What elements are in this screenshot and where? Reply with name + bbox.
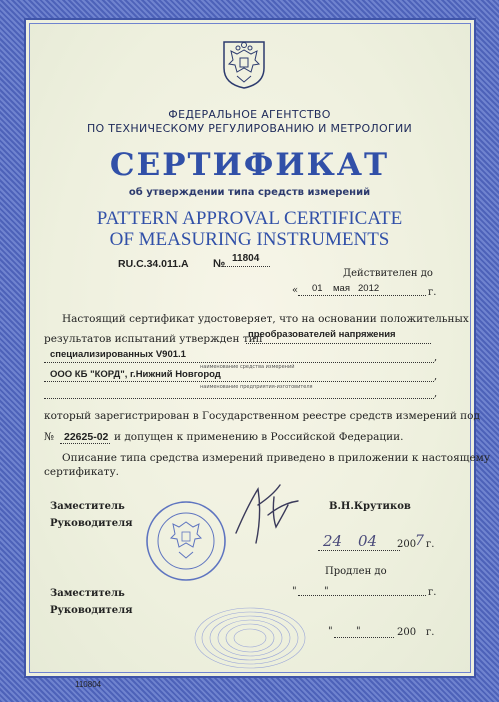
instrument-line-2: [44, 362, 434, 363]
extension-suffix: г.: [428, 587, 437, 598]
instrument-line-1: [246, 343, 431, 344]
extension-open-quote: ": [292, 586, 297, 597]
signatory-1-role-1: Заместитель: [50, 501, 125, 512]
agency-line-2: ПО ТЕХНИЧЕСКОМУ РЕГУЛИРОВАНИЮ И МЕТРОЛОГИИ: [86, 122, 413, 135]
validity-year: 2012: [358, 283, 380, 294]
signatory-1-name: В.Н.Крутиков: [329, 501, 411, 512]
validity-month: мая: [333, 283, 350, 294]
manufacturer-line: [44, 381, 434, 382]
handwritten-signature-icon: [228, 475, 303, 550]
validity-label: Действителен до: [343, 268, 433, 279]
registry-number: 22625-02: [64, 431, 109, 443]
signatory-2-role-2: Руководителя: [50, 605, 133, 616]
signatory-1-date-day: 24: [323, 532, 343, 550]
validity-day: 01: [312, 283, 323, 294]
signatory-1-date-line: [318, 550, 400, 551]
blank-line: [44, 398, 434, 399]
extension-line: [298, 595, 426, 596]
paragraph-3-line-1: Описание типа средства измерений приведено в приложении к настоящему: [62, 452, 491, 464]
extension-close-quote: ": [324, 586, 329, 597]
instrument-caption: наименование средства измерений: [200, 364, 295, 370]
paragraph-1-line-2: результатов испытаний утвержден тип: [44, 333, 263, 345]
paragraph-3-line-2: сертификату.: [44, 466, 119, 478]
instrument-type-2: специализированных V901.1: [50, 349, 186, 360]
reg-number-label: №: [44, 431, 54, 443]
manufacturer-name: ООО КБ "КОРД", г.Нижний Новгород: [50, 369, 221, 380]
signatory-2-open-quote: ": [328, 626, 333, 637]
agency-line-1: ФЕДЕРАЛЬНОЕ АГЕНТСТВО: [168, 108, 331, 121]
validity-line: [298, 295, 426, 296]
certificate-number: 11804: [232, 253, 260, 264]
official-stamp-icon: [145, 500, 227, 582]
instrument-type-1: преобразователей напряжения: [248, 329, 396, 340]
certificate-title-en-1: PATTERN APPROVAL CERTIFICATE: [96, 208, 403, 229]
number-line: [225, 266, 270, 267]
paragraph-2-line-2: и допущен к применению в Российской Федерации.: [114, 431, 404, 443]
signatory-2-year-prefix: 200: [397, 627, 417, 638]
signatory-1-year-prefix: 200: [397, 539, 417, 550]
validity-suffix: г.: [428, 287, 437, 298]
signatory-2-close-quote: ": [356, 626, 361, 637]
serial-number: 110804: [75, 680, 102, 689]
manufacturer-caption: наименование предприятия-изготовителя: [200, 384, 313, 390]
agency-name: [0, 108, 499, 136]
certificate-subtitle: об утверждении типа средств измерений: [128, 187, 371, 198]
certificate-title-en-2: OF MEASURING INSTRUMENTS: [109, 229, 390, 250]
extension-label: Продлен до: [325, 566, 387, 577]
validity-quote: «: [292, 285, 299, 296]
certificate-code: RU.C.34.011.A: [118, 258, 189, 270]
number-label: №: [213, 258, 226, 270]
signatory-2-suffix: г.: [426, 627, 435, 638]
signatory-1-date-month: 04: [358, 532, 378, 550]
guilloche-rosette-icon: [190, 600, 310, 675]
paragraph-2-line-1: который зарегистрирован в Государственном реестре средств измерений под: [44, 410, 480, 422]
signatory-1-year-hand: 7: [415, 533, 424, 549]
signatory-2-role-1: Заместитель: [50, 588, 125, 599]
signatory-2-date-line: [334, 637, 394, 638]
registry-line: [60, 443, 110, 444]
signatory-1-role-2: Руководителя: [50, 518, 133, 529]
paragraph-1-line-1: Настоящий сертификат удостоверяет, что на основании положительных: [62, 313, 469, 325]
signatory-1-suffix: г.: [426, 539, 435, 550]
coat-of-arms-icon: [219, 38, 269, 90]
certificate-title: СЕРТИФИКАТ: [109, 147, 390, 183]
